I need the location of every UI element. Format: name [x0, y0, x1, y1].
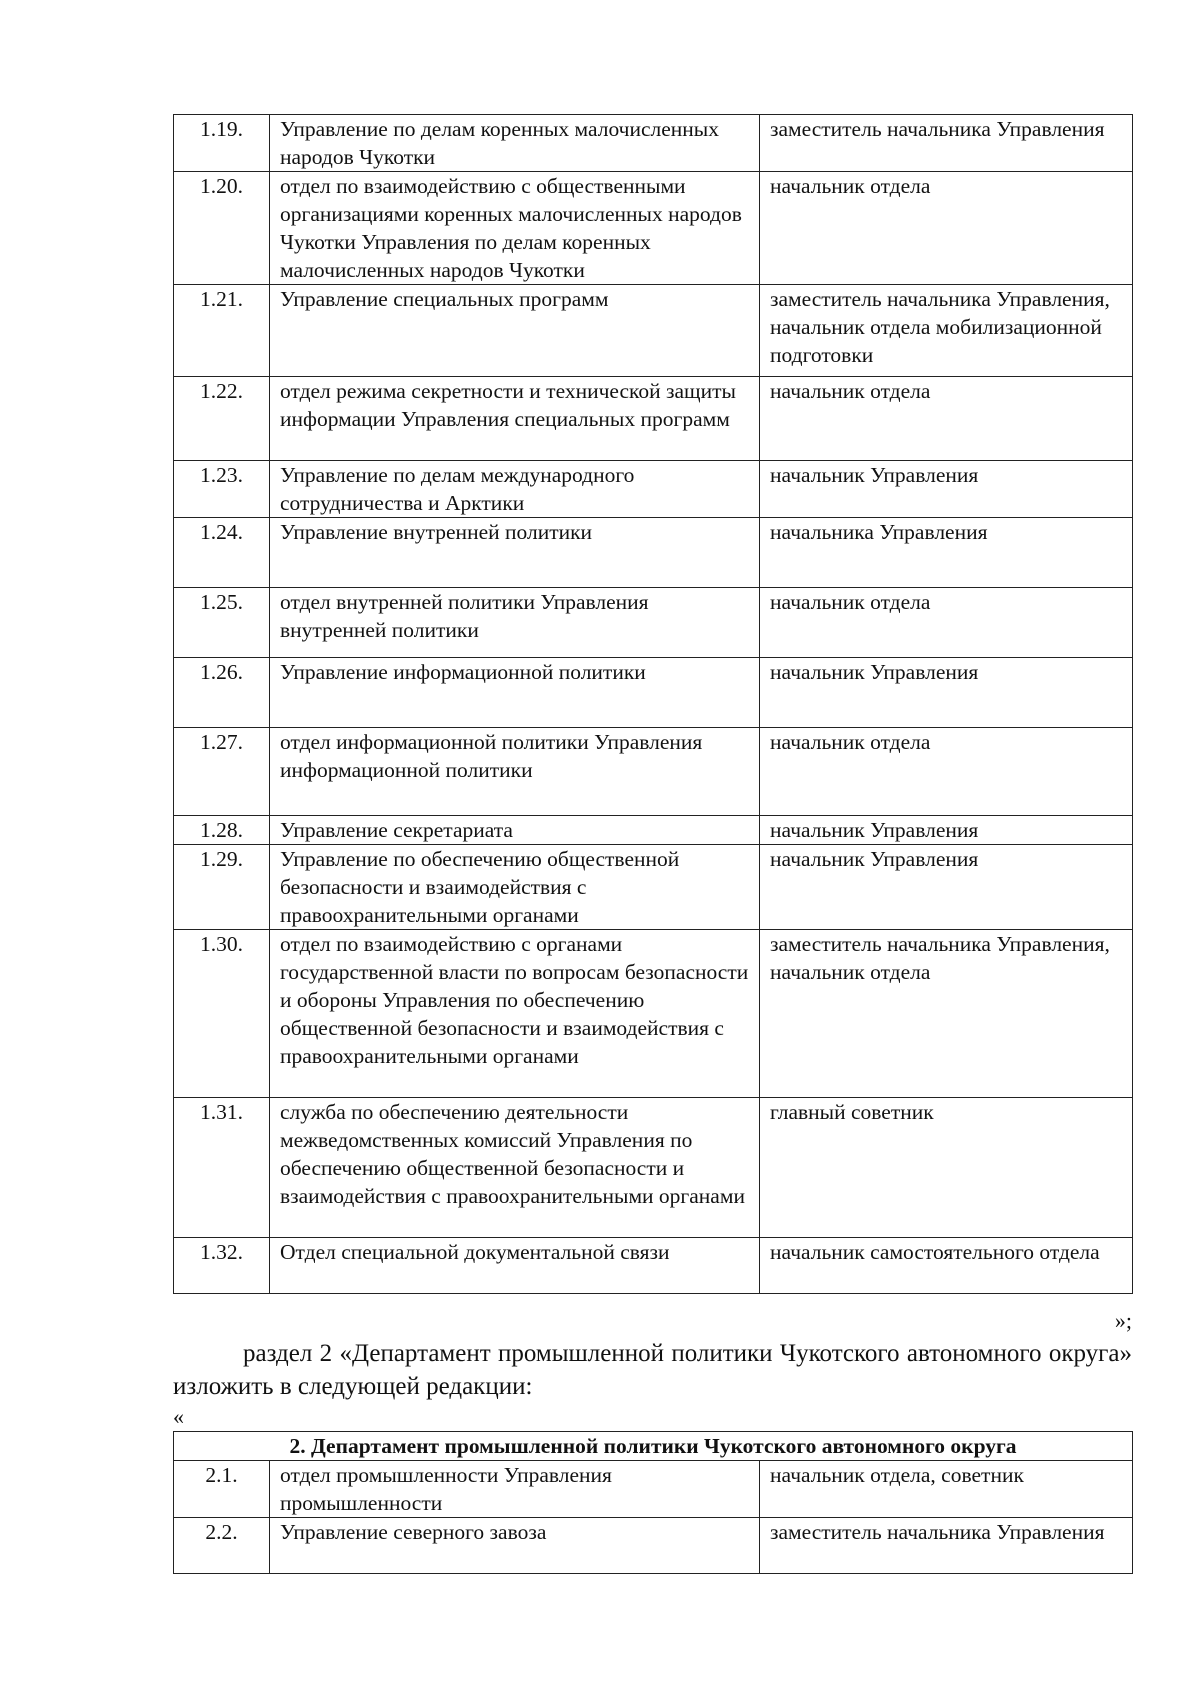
- row-number: 1.26.: [174, 658, 270, 728]
- table-row: [174, 285, 1133, 377]
- row-number: 1.31.: [174, 1098, 270, 1238]
- position-title: начальник Управления: [760, 461, 1133, 518]
- table-row: [174, 1098, 1133, 1238]
- row-number: 1.30.: [174, 930, 270, 1098]
- table-row: [174, 1238, 1133, 1294]
- position-title: заместитель начальника Управления, начальник отдела мобилизационной подготовки: [760, 285, 1133, 377]
- section-header-row: [174, 1432, 1133, 1461]
- row-number: 1.24.: [174, 518, 270, 588]
- amendment-paragraph: раздел 2 «Департамент промышленной политики Чукотского автономного округа» изложить в следующей редакции:: [173, 1340, 1132, 1400]
- unit-name: Отдел специальной документальной связи: [270, 1238, 760, 1294]
- row-number: 1.21.: [174, 285, 270, 377]
- unit-name: Управление секретариата: [270, 816, 760, 845]
- table-row: [174, 1518, 1133, 1574]
- table-row: [174, 588, 1133, 658]
- position-title: начальник отдела: [760, 588, 1133, 658]
- row-number: 1.19.: [174, 115, 270, 172]
- unit-name: Управление по делам коренных малочисленных народов Чукотки: [270, 115, 760, 172]
- table-row: [174, 461, 1133, 518]
- position-title: начальник отдела: [760, 728, 1133, 816]
- positions-table-section-1: [173, 114, 1133, 1294]
- closing-quote: »;: [1114, 1308, 1132, 1333]
- table-row: [174, 658, 1133, 728]
- position-title: заместитель начальника Управления: [760, 115, 1133, 172]
- unit-name: отдел по взаимодействию с общественными организациями коренных малочисленных народов Чукотки Управления по делам коренных малочисленных народов Чукотки: [270, 172, 760, 285]
- row-number: 1.27.: [174, 728, 270, 816]
- unit-name: отдел информационной политики Управления информационной политики: [270, 728, 760, 816]
- table-row: [174, 845, 1133, 930]
- table-row: [174, 518, 1133, 588]
- row-number: 1.25.: [174, 588, 270, 658]
- row-number: 2.2.: [174, 1518, 270, 1574]
- unit-name: служба по обеспечению деятельности межведомственных комиссий Управления по обеспечению общественной безопасности и взаимодействия с правоохранительными органами: [270, 1098, 760, 1238]
- positions-table-section-2: [173, 1431, 1133, 1574]
- unit-name: Управление по делам международного сотрудничества и Арктики: [270, 461, 760, 518]
- position-title: начальник Управления: [760, 658, 1133, 728]
- unit-name: Управление специальных программ: [270, 285, 760, 377]
- table-row: [174, 930, 1133, 1098]
- table-row: [174, 377, 1133, 461]
- row-number: 1.32.: [174, 1238, 270, 1294]
- table-row: [174, 1461, 1133, 1518]
- table-row: [174, 816, 1133, 845]
- row-number: 1.22.: [174, 377, 270, 461]
- row-number: 1.20.: [174, 172, 270, 285]
- unit-name: Управление информационной политики: [270, 658, 760, 728]
- row-number: 1.23.: [174, 461, 270, 518]
- opening-quote: «: [173, 1404, 184, 1429]
- position-title: главный советник: [760, 1098, 1133, 1238]
- position-title: начальник самостоятельного отдела: [760, 1238, 1133, 1294]
- table-row: [174, 115, 1133, 172]
- position-title: начальник Управления: [760, 816, 1133, 845]
- unit-name: отдел режима секретности и технической защиты информации Управления специальных программ: [270, 377, 760, 461]
- position-title: начальник отдела: [760, 172, 1133, 285]
- unit-name: отдел промышленности Управления промышленности: [270, 1461, 760, 1518]
- table-row: [174, 728, 1133, 816]
- position-title: начальника Управления: [760, 518, 1133, 588]
- unit-name: отдел по взаимодействию с органами государственной власти по вопросам безопасности и обороны Управления по обеспечению общественной безопасности и взаимодействия с правоохранительными органами: [270, 930, 760, 1098]
- row-number: 2.1.: [174, 1461, 270, 1518]
- unit-name: Управление внутренней политики: [270, 518, 760, 588]
- unit-name: отдел внутренней политики Управления внутренней политики: [270, 588, 760, 658]
- table-row: [174, 172, 1133, 285]
- position-title: начальник отдела, советник: [760, 1461, 1133, 1518]
- position-title: начальник отдела: [760, 377, 1133, 461]
- unit-name: Управление северного завоза: [270, 1518, 760, 1574]
- row-number: 1.29.: [174, 845, 270, 930]
- row-number: 1.28.: [174, 816, 270, 845]
- unit-name: Управление по обеспечению общественной безопасности и взаимодействия с правоохранительными органами: [270, 845, 760, 930]
- position-title: заместитель начальника Управления, начальник отдела: [760, 930, 1133, 1098]
- position-title: заместитель начальника Управления: [760, 1518, 1133, 1574]
- position-title: начальник Управления: [760, 845, 1133, 930]
- section-header: 2. Департамент промышленной политики Чукотского автономного округа: [174, 1432, 1133, 1461]
